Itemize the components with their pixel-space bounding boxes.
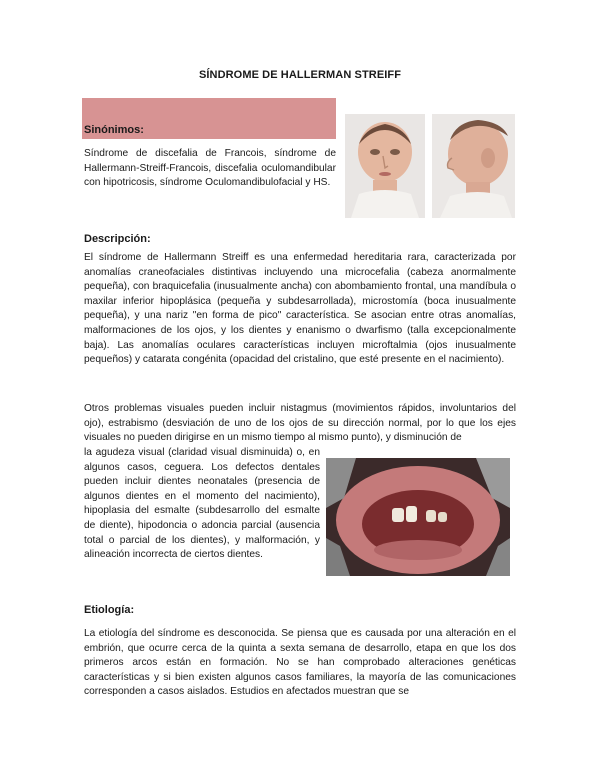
patient-profile-photo: [432, 114, 515, 218]
description-paragraph-2: Otros problemas visuales pueden incluir nistagmus (movimientos rápidos, involuntarios del ojo), estrabismo (desviación de uno de los ojos de su dirección normal, por lo que los ejes visuales no pueden dirigirse en un mismo tiempo al mismo punto), y disminución de: [84, 403, 516, 444]
patient-face-front-photo: [345, 114, 425, 218]
description-paragraph-1: El síndrome de Hallermann Streiff es una enfermedad hereditaria rara, caracterizada por anomalías craneofaciales distintivas incluyendo una microcefalia (cabeza anormalmente pequeña), con braquicefalia (inusualmente ancha) con abombamiento frontal, una mandíbula o maxilar inferior hipoplásica (pequeña y subdesarrollada), microstomía (boca inusualmente pequeña), y una nariz "en forma de pico" característica. Se asocian entre otras anomalías, malformaciones de los ojos, y los dientes y enanismo o dwarfismo (talla excepcionalmente baja). Las anomalías oculares características incluyen microftalmia (ojos inusualmente pequeños) y catarata congénita (opacidad del cristalino, que esté presente en el nacimiento).: [84, 252, 516, 366]
etiology-heading: Etiología:: [84, 604, 135, 616]
description-heading: Descripción:: [84, 233, 151, 245]
synonyms-heading: Sinónimos:: [84, 124, 144, 136]
synonyms-text: Síndrome de discefalia de Francois, síndrome de Hallermann-Streiff-Francois, discefalia oculomandibular con hipotricosis, síndrome Oculomandibulofacial y HS.: [84, 148, 336, 189]
dental-photo: [326, 458, 510, 576]
description-paragraph-2-continued: la agudeza visual (claridad visual disminuida) o, en algunos casos, ceguera. Los defectos dentales pueden incluir dientes neonatales (presencia de algunos dientes en el momento del nacimiento), hipoplasia del esmalte (subdesarrollo del esmalte de diente), hipodoncia o adoncia parcial (ausencia total o parcial de los dientes), y malformación, y alineación incorrecta de ciertos dientes.: [84, 447, 320, 561]
document-title: SÍNDROME DE HALLERMAN STREIFF: [198, 69, 402, 81]
etiology-text: La etiología del síndrome es desconocida. Se piensa que es causada por una alteración en el embrión, que ocurre cerca de la quinta a sexta semana de desarrollo, etapa en que los dos primeros arcos están en formación. No se han comprobado alteraciones genéticas características y si bien existen algunos casos familiares, la mayoría de las comunicaciones corresponden a casos aislados. Estudios en afectados muestran que se: [84, 628, 516, 698]
